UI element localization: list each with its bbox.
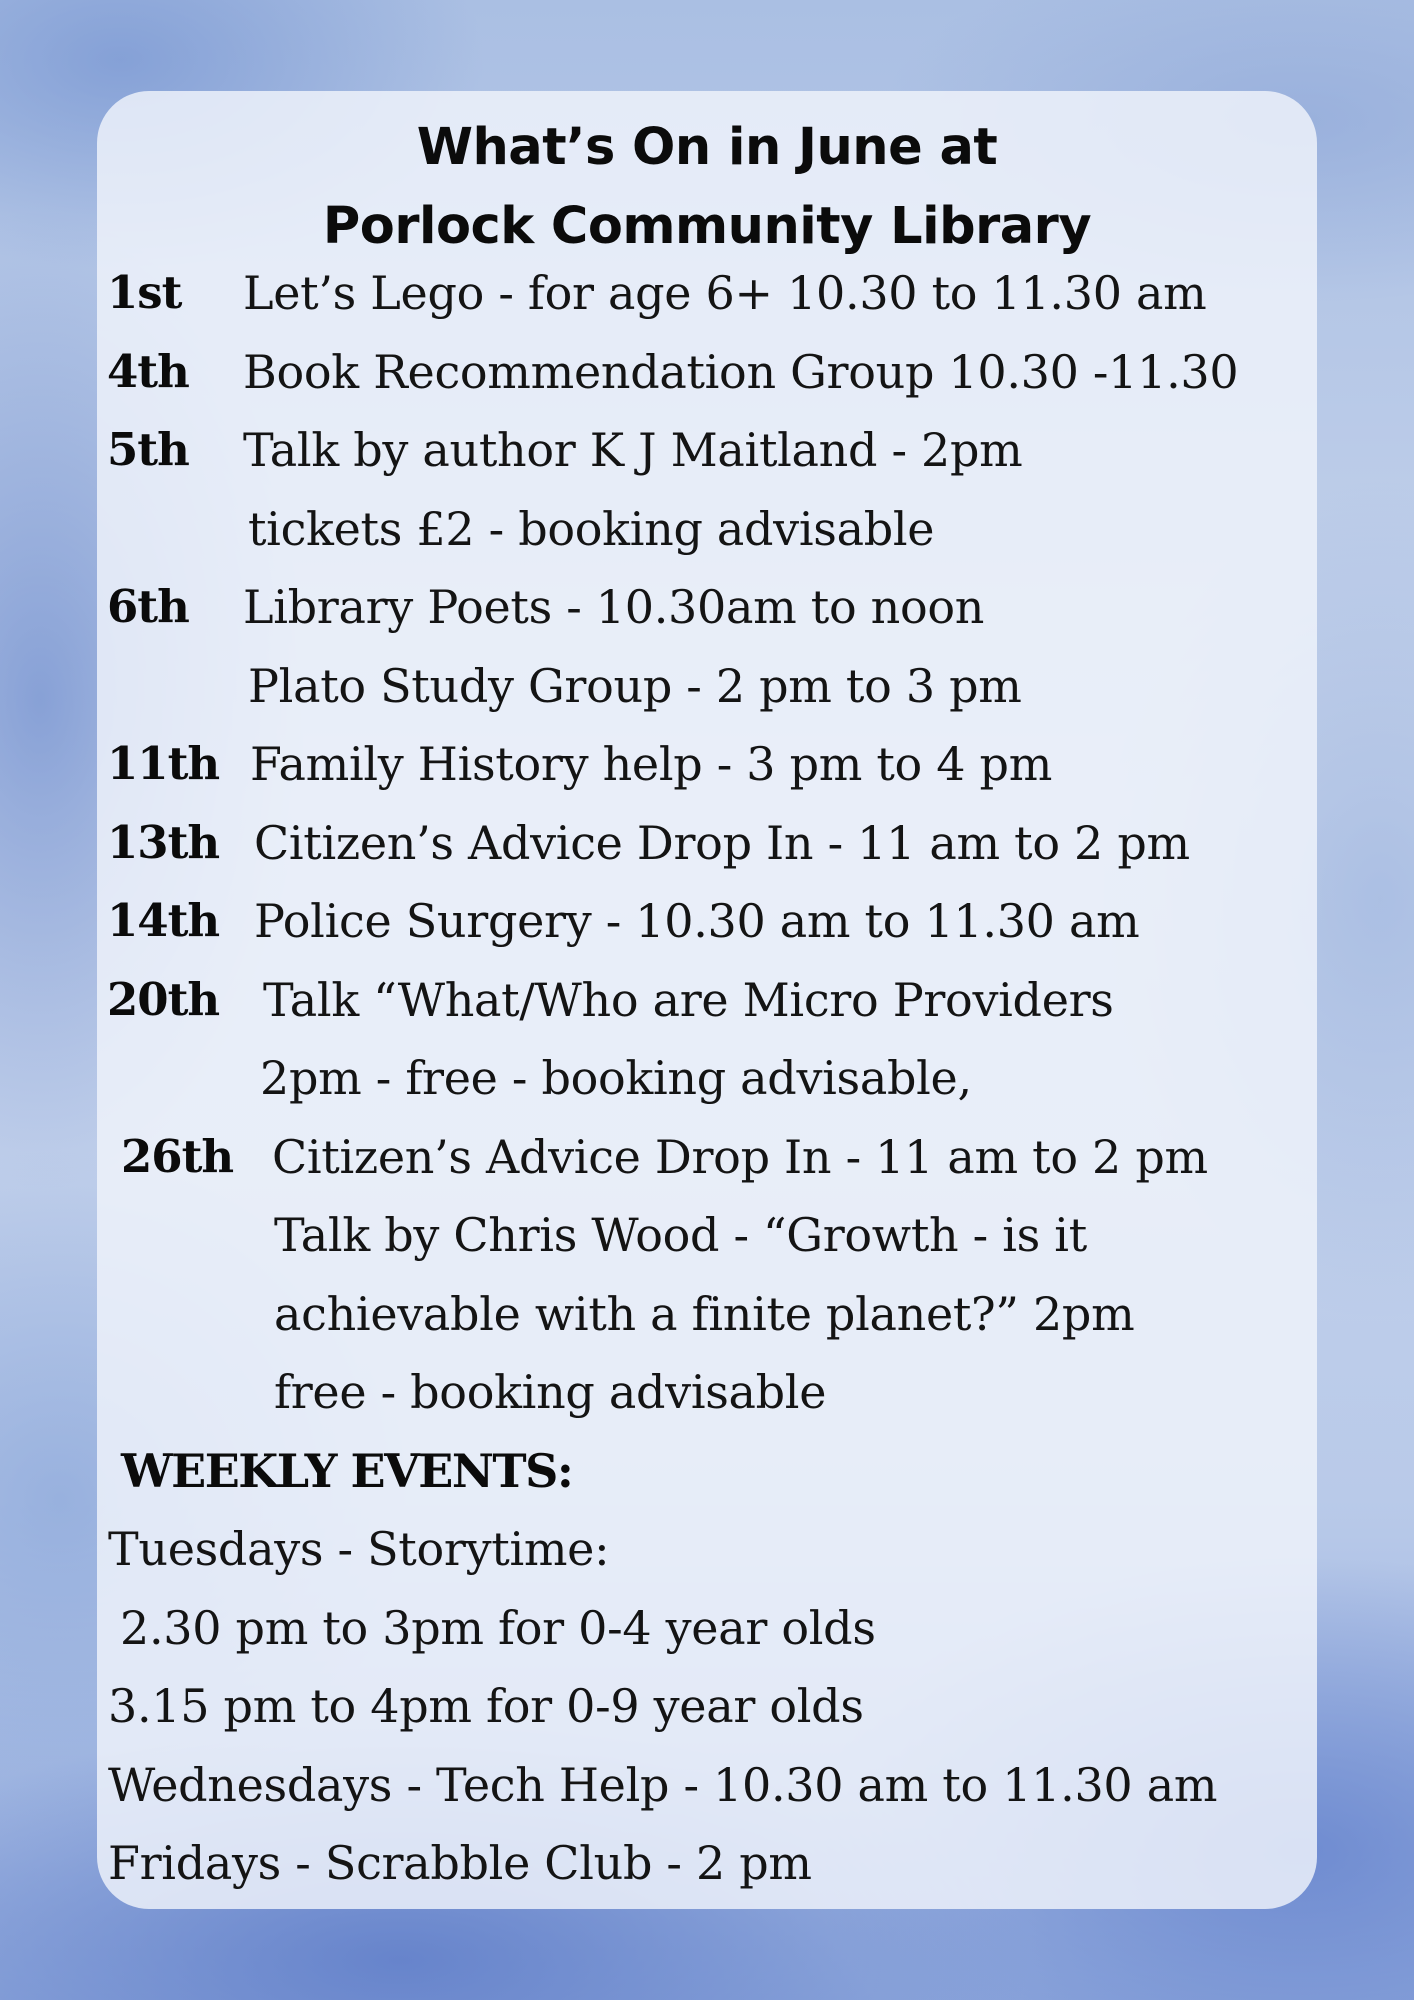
event-date-6th: 6th <box>107 580 189 633</box>
event-date-26th: 26th <box>121 1130 234 1183</box>
event-text-continued: tickets £2 - booking advisable <box>248 502 935 556</box>
event-text: Book Recommendation Group 10.30 -11.30 <box>243 345 1239 399</box>
poster-title-line-1: What’s On in June at <box>416 118 998 177</box>
event-text: Let’s Lego - for age 6+ 10.30 to 11.30 am <box>243 266 1207 320</box>
event-text: Library Poets - 10.30am to noon <box>243 580 985 634</box>
event-text: Citizen’s Advice Drop In - 11 am to 2 pm <box>254 816 1190 870</box>
event-date-13th: 13th <box>107 816 220 869</box>
event-text-continued: Talk by Chris Wood - “Growth - is it <box>274 1208 1087 1262</box>
event-text: Citizen’s Advice Drop In - 11 am to 2 pm <box>272 1130 1208 1184</box>
event-text-continued: Plato Study Group - 2 pm to 3 pm <box>248 659 1022 713</box>
event-text: Police Surgery - 10.30 am to 11.30 am <box>254 894 1140 948</box>
event-text: Talk by author K J Maitland - 2pm <box>243 423 1023 477</box>
event-text-continued: 2pm - free - booking advisable, <box>260 1051 972 1105</box>
event-date-14th: 14th <box>107 894 220 947</box>
event-date-11th: 11th <box>107 737 220 790</box>
event-text-continued: achievable with a finite planet?” 2pm <box>274 1287 1135 1341</box>
event-date-5th: 5th <box>107 423 189 476</box>
event-date-4th: 4th <box>107 345 189 398</box>
event-date-20th: 20th <box>107 973 220 1026</box>
event-text: Talk “What/Who are Micro Providers <box>263 973 1114 1027</box>
weekly-event-line: Fridays - Scrabble Club - 2 pm <box>108 1836 812 1890</box>
weekly-events-heading: WEEKLY EVENTS: <box>121 1444 573 1498</box>
weekly-event-line: 2.30 pm to 3pm for 0-4 year olds <box>120 1601 876 1655</box>
event-text: Family History help - 3 pm to 4 pm <box>250 737 1053 791</box>
poster-title-line-2: Porlock Community Library <box>322 197 1092 256</box>
event-date-1st: 1st <box>107 266 182 319</box>
event-text-continued: free - booking advisable <box>274 1365 827 1419</box>
weekly-event-line: 3.15 pm to 4pm for 0-9 year olds <box>108 1679 864 1733</box>
weekly-event-line: Tuesdays - Storytime: <box>108 1522 610 1576</box>
weekly-event-line: Wednesdays - Tech Help - 10.30 am to 11.30 am <box>108 1758 1218 1812</box>
